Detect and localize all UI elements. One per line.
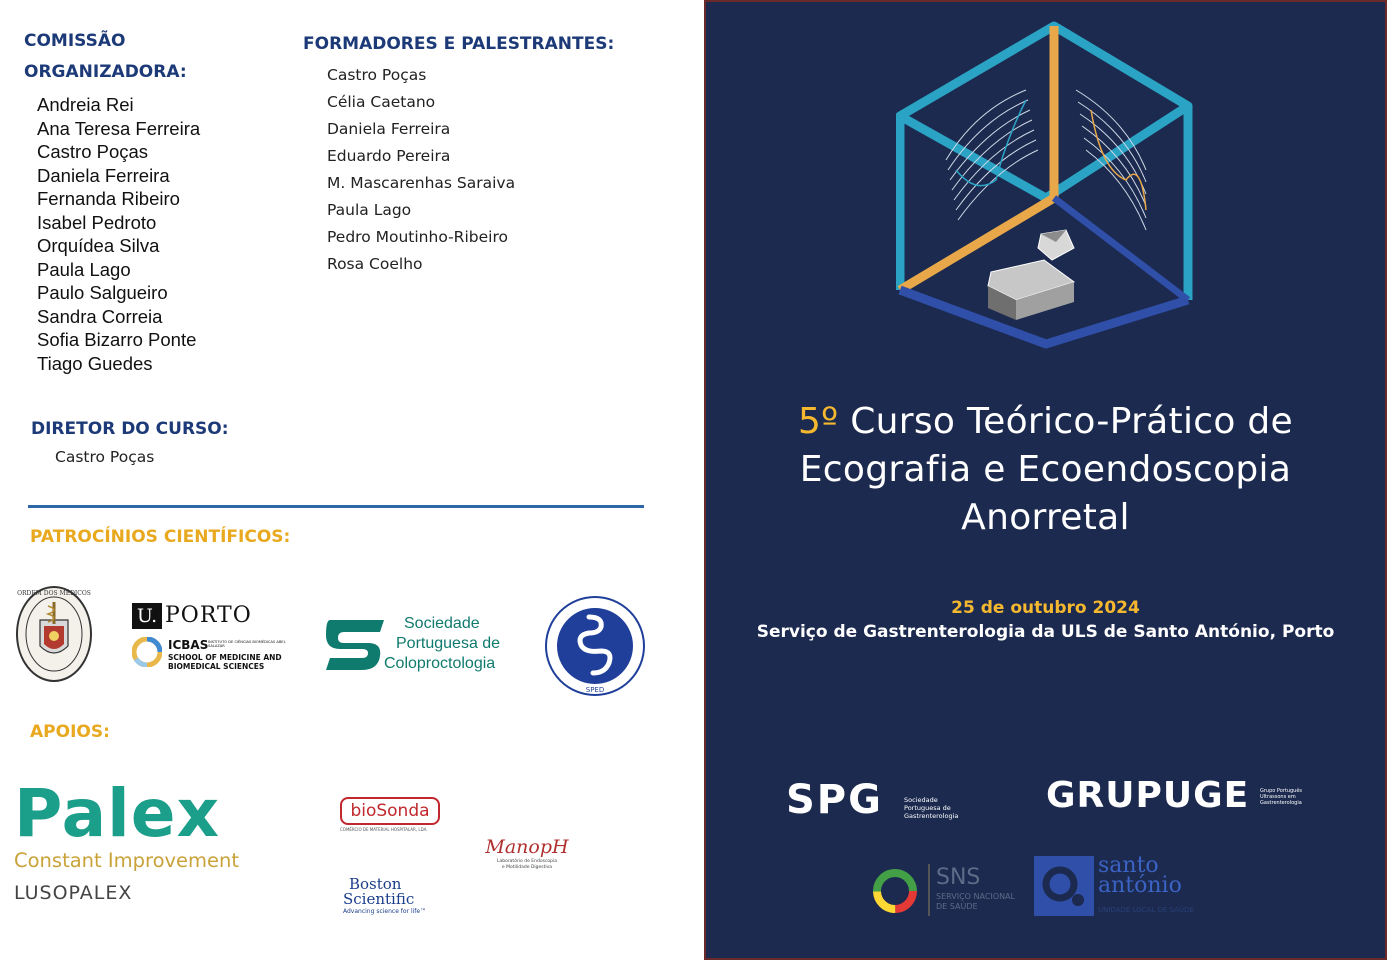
list-item: Sandra Correia bbox=[37, 305, 163, 327]
tissue-blocks bbox=[988, 230, 1074, 320]
manoph-sub1: Laboratório de Endoscopia bbox=[496, 859, 558, 864]
sns-sub2: DE SAÚDE bbox=[936, 902, 978, 911]
palex-logo bbox=[14, 777, 264, 917]
boston-tagline: Advancing science for life™ bbox=[343, 908, 427, 915]
event-title bbox=[706, 398, 1385, 542]
list-item: Daniela Ferreira bbox=[37, 164, 170, 186]
sns-logo bbox=[872, 864, 1022, 920]
list-item: Paula Lago bbox=[327, 201, 412, 219]
spcp-line1: Sociedade bbox=[404, 615, 480, 632]
list-item: Sofia Bizarro Ponte bbox=[37, 329, 197, 350]
event-title-line2: Ecografia e Ecoendoscopia bbox=[799, 449, 1292, 490]
ordem-medicos-logo bbox=[14, 584, 94, 684]
santo-antonio-sub: UNIDADE LOCAL DE SAÚDE bbox=[1098, 906, 1194, 914]
grupuge-sub2: Ultrassons em bbox=[1260, 794, 1296, 800]
list-item: Ana Teresa Ferreira bbox=[37, 117, 201, 139]
icbas-small-text: INSTITUTO DE CIÊNCIAS BIOMÉDICAS ABEL SALAZAR bbox=[208, 640, 286, 648]
spcp-line2: Portuguesa de bbox=[396, 635, 501, 652]
list-item: Tiago Guedes bbox=[37, 352, 153, 374]
uporto-icbas-logo bbox=[132, 603, 292, 673]
palex-sub: LUSOPALEX bbox=[14, 882, 133, 904]
palex-name: Palex bbox=[14, 775, 221, 852]
spg-sub3: Gastrenterologia bbox=[904, 812, 959, 820]
sped-logo bbox=[543, 595, 647, 697]
uporto-porto-text: PORTO bbox=[165, 603, 252, 628]
list-item: M. Mascarenhas Saraiva bbox=[327, 174, 516, 192]
icbas-line1: SCHOOL OF MEDICINE AND bbox=[168, 653, 282, 662]
boston-scientific-logo bbox=[343, 877, 443, 921]
right-panel bbox=[704, 0, 1387, 960]
manoph-name: ManopH bbox=[485, 836, 569, 858]
icbas-emblem-icon bbox=[132, 637, 162, 667]
ultrasound-waves-left bbox=[946, 90, 1038, 220]
list-item: Célia Caetano bbox=[327, 93, 436, 111]
list-item: Pedro Moutinho-Ribeiro bbox=[327, 228, 508, 246]
manoph-logo bbox=[482, 835, 572, 875]
event-venue: Serviço de Gastrenterologia da ULS de Santo António, Porto bbox=[756, 622, 1335, 642]
list-item: Orquídea Silva bbox=[37, 235, 160, 256]
scientific-sponsors-heading: PATROCÍNIOS CIENTÍFICOS: bbox=[30, 527, 291, 547]
spcp-line3: Coloproctologia bbox=[384, 655, 496, 672]
santo-antonio-logo bbox=[1034, 853, 1234, 920]
list-item: Eduardo Pereira bbox=[327, 147, 451, 165]
list-item: Paulo Salgueiro bbox=[37, 282, 168, 303]
list-item: Fernanda Ribeiro bbox=[37, 188, 180, 209]
organizing-committee-heading-line1: COMISSÃO bbox=[24, 31, 126, 51]
sns-name: SNS bbox=[936, 865, 981, 890]
spcp-logo bbox=[324, 614, 524, 676]
list-item: Paula Lago bbox=[37, 258, 131, 280]
manoph-sub2: e Motilidade Digestiva bbox=[501, 865, 553, 870]
trainers-heading: FORMADORES E PALESTRANTES: bbox=[303, 34, 615, 54]
sped-text: SPED bbox=[585, 686, 605, 694]
grupuge-sub3: Gastrenterologia bbox=[1260, 800, 1302, 806]
grupuge-name: GRUPUGE bbox=[1046, 775, 1250, 816]
ordem-medicos-text: ORDEM DOS MÉDICOS bbox=[17, 590, 91, 597]
grupuge-logo bbox=[1046, 774, 1326, 820]
organizing-committee-heading-line2: ORGANIZADORA: bbox=[24, 62, 187, 82]
spg-logo bbox=[786, 778, 986, 824]
event-title-line1: Curso Teórico-Prático de bbox=[850, 401, 1294, 442]
biosonda-name: bioSonda bbox=[340, 797, 440, 825]
list-item: Castro Poças bbox=[37, 141, 149, 162]
palex-tagline: Constant Improvement bbox=[14, 849, 240, 872]
uporto-u-mark: U. bbox=[132, 603, 162, 629]
list-item: Daniela Ferreira bbox=[327, 120, 451, 138]
santo-antonio-line2: antónio bbox=[1098, 873, 1182, 898]
spg-sub2: Portuguesa de bbox=[904, 804, 951, 812]
sns-emblem-icon bbox=[872, 868, 918, 914]
biosonda-logo bbox=[340, 797, 440, 835]
cube-illustration bbox=[896, 20, 1196, 350]
list-item: Rosa Coelho bbox=[327, 255, 423, 273]
icbas-line2: BIOMEDICAL SCIENCES bbox=[168, 662, 265, 671]
list-item: Isabel Pedroto bbox=[37, 211, 157, 233]
grupuge-sub1: Grupo Português bbox=[1260, 788, 1303, 794]
spg-sub1: Sociedade bbox=[904, 796, 938, 804]
icbas-text: ICBAS bbox=[168, 638, 209, 652]
boston-line2: Scientific bbox=[343, 890, 415, 908]
santo-antonio-emblem-icon bbox=[1034, 856, 1094, 916]
organizing-committee-list bbox=[37, 93, 200, 375]
spcp-emblem-icon bbox=[324, 616, 386, 672]
director-heading: DIRETOR DO CURSO: bbox=[31, 419, 229, 439]
list-item: Andreia Rei bbox=[37, 94, 134, 115]
boston-line1: Boston bbox=[349, 875, 402, 893]
supports-heading: APOIOS: bbox=[30, 722, 110, 742]
event-date: 25 de outubro 2024 bbox=[951, 598, 1140, 618]
section-divider bbox=[28, 505, 644, 508]
event-edition: 5º bbox=[797, 401, 839, 442]
trainers-list bbox=[327, 62, 515, 278]
director-name: Castro Poças bbox=[55, 448, 155, 466]
organizing-committee-heading bbox=[24, 26, 244, 88]
list-item: Castro Poças bbox=[327, 66, 427, 84]
santo-antonio-line1: santo bbox=[1098, 853, 1159, 878]
event-title-line3: Anorretal bbox=[961, 497, 1130, 538]
spg-name: SPG bbox=[786, 777, 883, 823]
biosonda-sub: COMÉRCIO DE MATERIAL HOSPITALAR, LDA. bbox=[340, 827, 428, 832]
sns-sub1: SERVIÇO NACIONAL bbox=[936, 892, 1015, 901]
